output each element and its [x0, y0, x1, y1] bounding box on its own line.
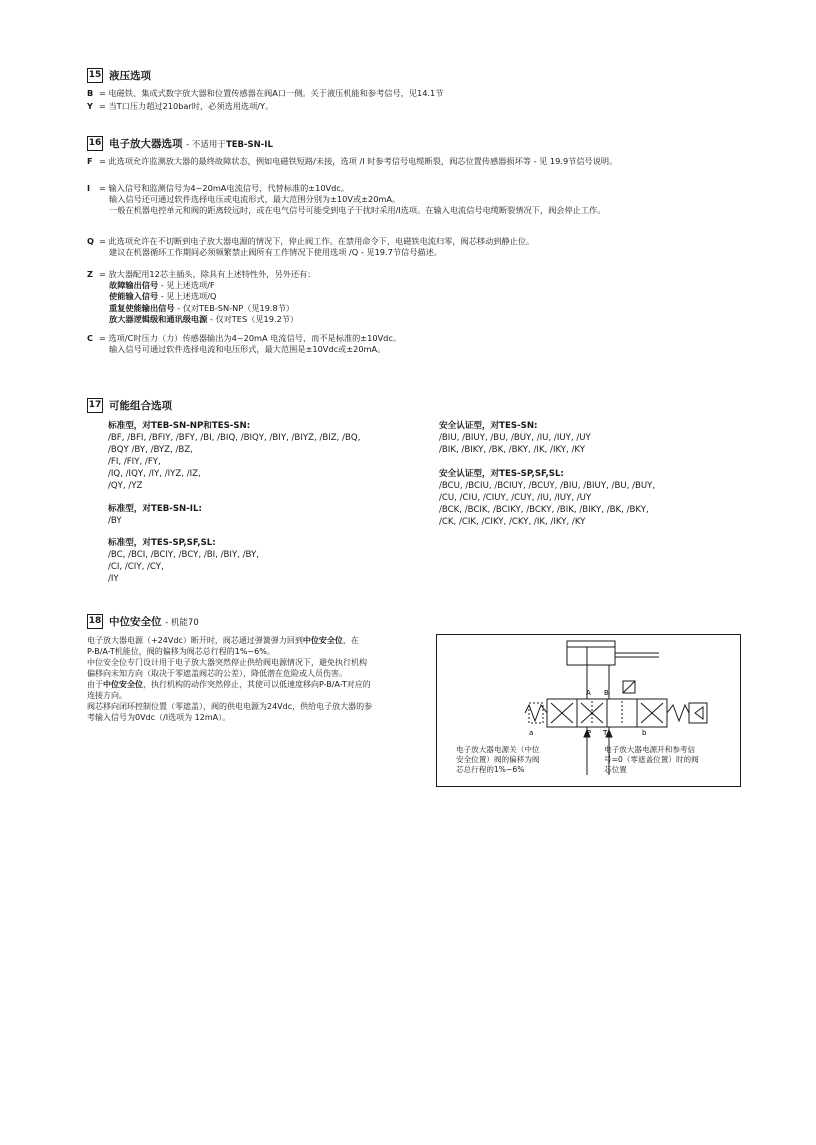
option-q: Q = 此选项允许在不切断到电子放大器电源的情况下，停止阀工作。在禁用命令下，电磁铁电流归零，阀芯移动到静止位。 建议在机器循环工作期间必须频繁禁止阀所有工作情况下使用选项 /Q - 见19.7节信号描述。 [87, 236, 535, 258]
option-c: C = 选项/C时压力（力）传感器输出为4~20mA 电流信号，而不是标准的±10Vdc。 输入信号可通过软件选择电流和电压形式，最大范围是±10Vdc或±20mA。 [87, 333, 402, 355]
combo-safety-tes-sn: 安全认证型，对TES-SN: /BIU, /BIUY, /BU, /BUY, /IU, /IUY, /UY /BIK, /BIKY, /BK, /BKY, /IK, /IKY, /KY [439, 421, 591, 455]
section-number: 15 [87, 68, 103, 83]
port-t-label: T [603, 729, 608, 737]
section-title: 可能组合选项 [109, 400, 172, 412]
option-y: Y = 当T口压力超过210bar时，必须选用选项/Y。 [87, 101, 274, 111]
section-15-header [87, 68, 151, 83]
section-title: 液压选项 [109, 70, 151, 82]
solenoid-a-label: a [529, 729, 534, 737]
option-z: Z = 放大器配用12芯主插头，除具有上述特性外，另外还有： 故障输出信号 - 见上述选项/F 使能输入信号 - 见上述选项/Q 重复使能输出信号 - 仅对TEB-SN-NP（见19.8节） 放大器逻辑级和通讯级电源 - 仅对TES（见19.2节） [87, 269, 316, 324]
option-f: F = 此选项允许监测放大器的最终故障状态，例如电磁铁短路/未接，选项 /I 时参考信号电缆断裂，阀芯位置传感器损坏等 - 见 19.9节信号说明。 [87, 156, 618, 166]
port-b-label: B [604, 689, 609, 697]
section-number: 17 [87, 398, 103, 413]
port-p-label: P [587, 729, 592, 737]
valve-schematic-diagram [436, 634, 741, 787]
center-safety-description: 电子放大器电源（+24Vdc）断开时，阀芯通过弹簧弹力回到中位安全位，在 P-B/A-T机能位，阀的偏移为阀芯总行程的1%~6%。 中位安全位专门设计用于电子放大器突然停止供给阀电源情况下，避免执行机构 偏移向未知方向（取决于零遮盖阀芯的公差），降低潜在危险或人员伤害。 由于中位安全位，执行机构的动作突然停止，其使可以低速度移向P-B/A-T对应的 连接方向。 阀芯移向闭环控制位置（零遮盖），阀的供电电源为24Vdc，供给电子放大器的参 考输入信号为0Vdc（/I选项为 12mA）。 [87, 636, 373, 722]
combo-std-teb-np-tes-sn: 标准型，对TEB-SN-NP和TES-SN: /BF, /BFI, /BFIY, /BFY, /BI, /BIQ, /BIQY, /BIY, /BIYZ, /BIZ, /BQ, /BQY /BY, /BYZ, /BZ, /FI, /FIY, /FY, /IQ, /IQY, /IY, /IYZ, /IZ, /QY, /YZ [108, 421, 361, 491]
section-16-header: 16 电子放大器选项 - 不适用于TEB-SN-IL [88, 138, 273, 150]
solenoid-b-label: b [642, 729, 647, 737]
section-18-header: 18 中位安全位 - 机能70 [88, 616, 199, 628]
port-a-label: A [586, 689, 591, 697]
option-i: I = 输入信号和监测信号为4~20mA电流信号，代替标准的±10Vdc。 输入信号还可通过软件选择电压或电流形式，最大范围分别为±10V或±20mA。 一般在机器电控单元和阀的距离较远时，或在电气信号可能受到电子干扰时采用/I选项。在输入电流信号电缆断裂情况下，阀会停止工作。 [87, 183, 606, 216]
combo-std-tes-sp: 标准型，对TES-SP,SF,SL: /BC, /BCI, /BCIY, /BCY, /BI, /BIY, /BY, /CI, /CIY, /CY, /IY [108, 538, 259, 584]
caption-left: 电子放大器电源关（中位 安全位置）阀的偏移为阀 芯总行程的1%~6% [456, 745, 540, 774]
section-number: 18 [87, 614, 103, 629]
section-number: 16 [87, 136, 103, 151]
option-b: B = 电磁铁、集成式数字放大器和位置传感器在阀A口一侧。关于液压机能和参考信号，见14.1节 [87, 88, 444, 98]
section-17-header [87, 398, 172, 413]
combo-std-teb-il: 标准型，对TEB-SN-IL: /BY [108, 504, 202, 526]
section-title: 中位安全位 [109, 616, 162, 628]
section-title: 电子放大器选项 [109, 138, 183, 150]
combo-safety-tes-sp: 安全认证型，对TES-SP,SF,SL: /BCU, /BCIU, /BCIUY, /BCUY, /BIU, /BIUY, /BU, /BUY, /CU, /CIU, /CIUY, /CUY, /IU, /IUY, /UY /BCK, /BCIK, /BCIKY, /BCKY, /BIK, /BIKY, /BK, /BKY, /CK, /CIK, /CIKY, /CKY, /IK, /IKY, /KY [439, 469, 656, 527]
caption-right: 电子放大器电源开和参考信 号=0（零遮盖位置）时的阀 芯位置 [604, 745, 699, 774]
